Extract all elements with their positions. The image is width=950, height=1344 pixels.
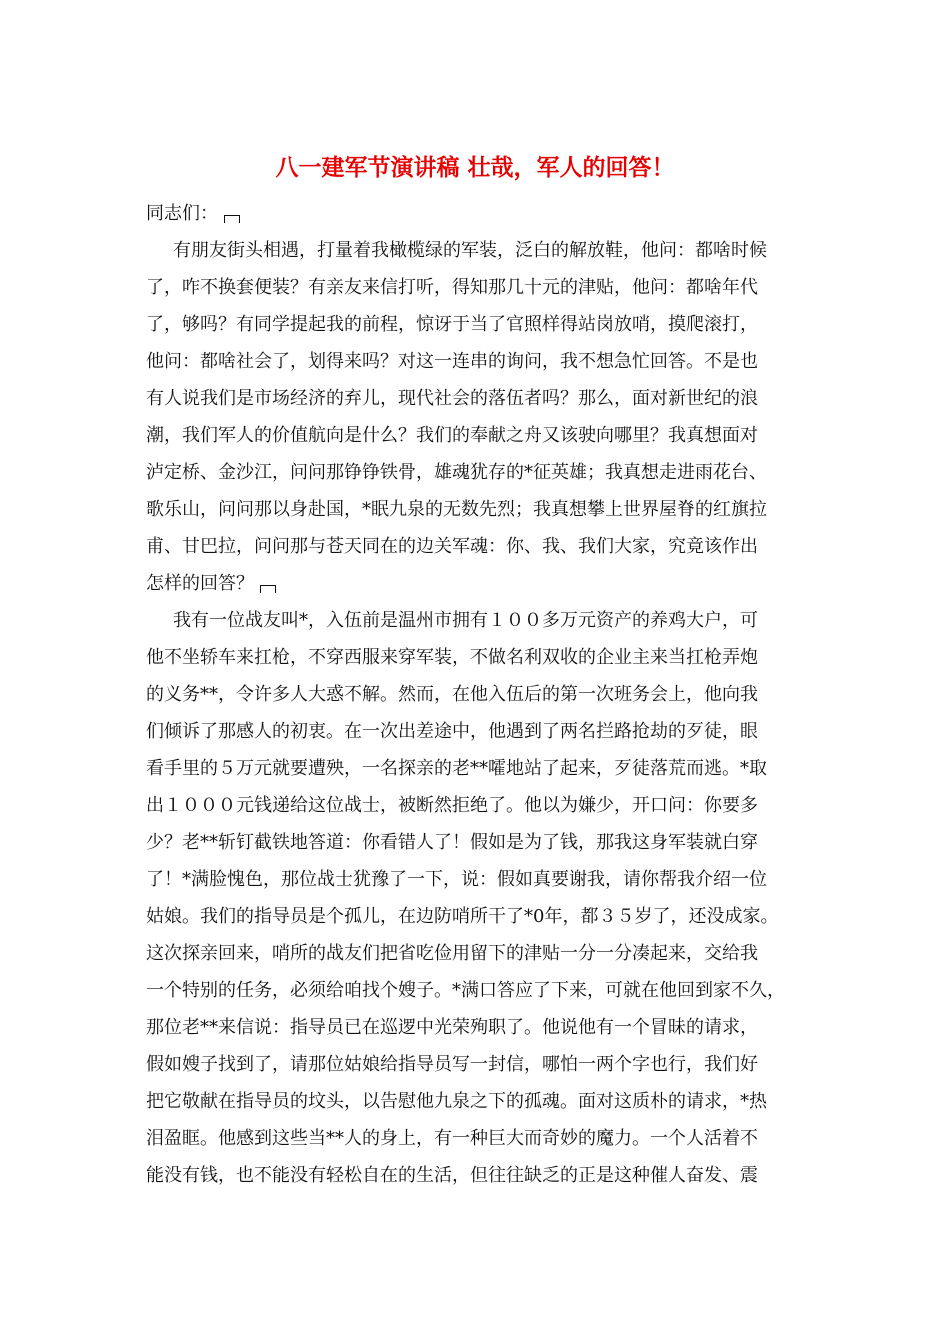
text-line-end: 怎样的回答？: [146, 573, 254, 594]
text-line: 我有一位战友叫*，入伍前是温州市拥有１００多万元资产的养鸡大户，可: [173, 610, 758, 631]
text-line: 姑娘。我们的指导员是个孤儿，在边防哨所干了*0年，都３５岁了，还没成家。: [146, 906, 779, 927]
text-line: 有朋友街头相遇，打量着我橄榄绿的军装，泛白的解放鞋，他问：都啥时候: [173, 240, 767, 261]
greeting-line: [146, 195, 826, 232]
text-line: 看手里的５万元就要遭殃，一名探亲的老**嚯地站了起来，歹徒落荒而逃。*取: [146, 758, 767, 779]
text-line: 有人说我们是市场经济的弃儿，现代社会的落伍者吗？那么，面对新世纪的浪: [146, 388, 758, 409]
paragraph-mark-icon: [224, 215, 240, 223]
greeting-text: 同志们：: [146, 203, 218, 224]
text-line: 们倾诉了那感人的初衷。在一次出差途中，他遇到了两名拦路抢劫的歹徒，眼: [146, 721, 758, 742]
text-line: 假如嫂子找到了，请那位姑娘给指导员写一封信，哪怕一两个字也行，我们好: [146, 1054, 758, 1075]
text-line: 了，咋不换套便装？有亲友来信打听，得知那几十元的津贴，他问：都啥年代: [146, 277, 758, 298]
text-line: 歌乐山，问问那以身赴国，*眠九泉的无数先烈；我真想攀上世界屋脊的红旗拉: [146, 499, 767, 520]
text-line: 能没有钱，也不能没有轻松自在的生活，但往往缺乏的正是这种催人奋发、震: [146, 1165, 758, 1186]
paragraph-1: [146, 232, 826, 602]
text-line: 泸定桥、金沙江，问问那铮铮铁骨，雄魂犹存的*征英雄；我真想走进雨花台、: [146, 462, 767, 483]
text-line-last: [146, 565, 826, 602]
text-line: 了！*满脸愧色，那位战士犹豫了一下，说：假如真要谢我，请你帮我介绍一位: [146, 869, 767, 890]
text-line: 那位老**来信说：指导员已在巡逻中光荣殉职了。他说他有一个冒昧的请求，: [146, 1017, 758, 1038]
paragraph-mark-icon: [260, 585, 276, 593]
text-line: 甫、甘巴拉，问问那与苍天同在的边关军魂：你、我、我们大家，究竟该作出: [146, 536, 758, 557]
text-line: 出１０００元钱递给这位战士，被断然拒绝了。他以为嫌少，开口问：你要多: [146, 795, 758, 816]
text-line: 他不坐轿车来扛枪，不穿西服来穿军装，不做名利双收的企业主来当扛枪弄炮: [146, 647, 758, 668]
text-line: 把它敬献在指导员的坟头，以告慰他九泉之下的孤魂。面对这质朴的请求，*热: [146, 1091, 767, 1112]
document-title: 八一建军节演讲稿 壮哉，军人的回答！: [275, 154, 675, 181]
document-body: [146, 195, 826, 1194]
text-line: 一个特别的任务，必须给咱找个嫂子。*满口答应了下来，可就在他回到家不久，: [146, 980, 785, 1001]
text-line: 他问：都啥社会了，划得来吗？对这一连串的询问，我不想急忙回答。不是也: [146, 351, 758, 372]
text-line: 这次探亲回来，哨所的战友们把省吃俭用留下的津贴一分一分凑起来，交给我: [146, 943, 758, 964]
text-line: 潮，我们军人的价值航向是什么？我们的奉献之舟又该驶向哪里？我真想面对: [146, 425, 758, 446]
text-line: 泪盈眶。他感到这些当**人的身上，有一种巨大而奇妙的魔力。一个人活着不: [146, 1128, 758, 1149]
text-line: 的义务**，令许多人大惑不解。然而，在他入伍后的第一次班务会上，他向我: [146, 684, 758, 705]
text-line: 少？老**斩钉截铁地答道：你看错人了！假如是为了钱，那我这身军装就白穿: [146, 832, 758, 853]
paragraph-2: [146, 602, 826, 1194]
text-line: 了，够吗？有同学提起我的前程，惊讶于当了官照样得站岗放哨，摸爬滚打，: [146, 314, 758, 335]
